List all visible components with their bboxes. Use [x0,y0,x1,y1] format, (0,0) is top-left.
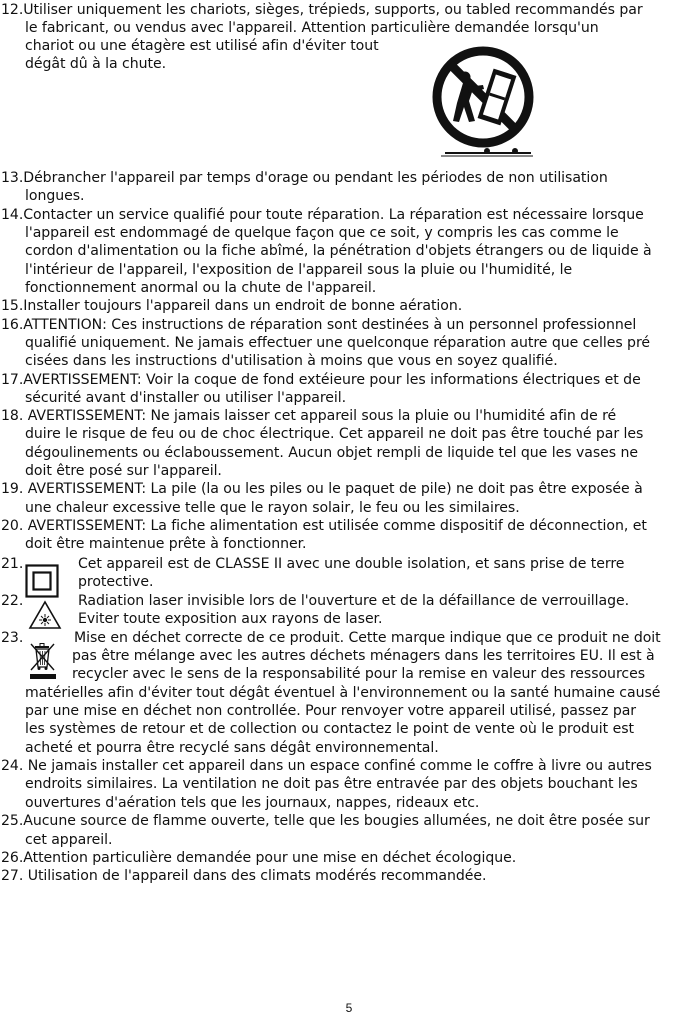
item-22-number: 22. [1,593,24,609]
item-14-line-4: l'intérieur de l'appareil, l'exposition de l'appareil sous la pluie ou l'humidité, le [25,262,573,278]
item-23-line-4: matérielles afin d'éviter tout dégât éventuel à l'environnement ou la santé humaine causé [25,685,661,701]
item-14-line-5: fonctionnement anormal ou la chute de l'appareil. [25,280,377,296]
item-20-line-1: 20. AVERTISSEMENT: La fiche alimentation est utilisée comme dispositif de déconnection, et [1,518,647,534]
item-24-line-2: endroits similaires. La ventilation ne doit pas être entravée par des objets bouchant les [25,776,638,792]
item-25-line-2: cet appareil. [25,832,113,848]
item-17-line-1: 17.AVERTISSEMENT: Voir la coque de fond extéieure pour les informations électriques et de [1,372,641,388]
item-12-line-2: le fabricant, ou vendus avec l'appareil. Attention particulière demandée lorsqu'un [25,20,599,36]
weee-crossed-bin-icon [26,641,60,681]
item-18-line-4: doit être posé sur l'appareil. [25,463,222,479]
item-27-line-1: 27. Utilisation de l'appareil dans des climats modérés recommandée. [1,868,487,884]
item-13-line-1: 13.Débrancher l'appareil par temps d'orage ou pendant les périodes de non utilisation [1,170,608,186]
item-26-line-1: 26.Attention particulière demandée pour une mise en déchet écologique. [1,850,517,866]
item-23-number: 23. [1,630,24,646]
item-14-line-3: cordon d'alimentation ou la fiche abîmé, la pénétration d'objets étrangers ou de liquide à [25,243,652,259]
item-15-line-1: 15.Installer toujours l'appareil dans un endroit de bonne aération. [1,298,463,314]
item-20-line-2: doit être maintenue prête à fonctionner. [25,536,307,552]
item-21-line-2: protective. [78,574,154,590]
item-23-line-1: Mise en déchet correcte de ce produit. Cette marque indique que ce produit ne doit [74,630,661,646]
item-23-line-5: par une mise en déchet non controllée. Pour renvoyer votre appareil utilisé, passez par [25,703,637,719]
laser-warning-icon [28,600,62,630]
item-21-line-1: Cet appareil est de CLASSE II avec une double isolation, et sans prise de terre [78,556,625,572]
item-23-line-6: les systèmes de retour et de collection ou contactez le point de vente où le produit est [25,721,634,737]
item-18-line-1: 18. AVERTISSEMENT: Ne jamais laisser cet appareil sous la pluie ou l'humidité afin de ré [1,408,617,424]
item-16-line-1: 16.ATTENTION: Ces instructions de réparation sont destinées à un personnel professionnel [1,317,637,333]
cart-warning-icon [427,45,539,161]
item-19-line-1: 19. AVERTISSEMENT: La pile (la ou les piles ou le paquet de pile) ne doit pas être exposée à [1,481,643,497]
item-19-line-2: une chaleur excessive telle que le rayon solair, le feu ou les similaires. [25,500,520,516]
item-23-line-2: pas être mélange avec les autres déchets ménagers dans les territoires EU. Il est à [72,648,655,664]
item-24-line-3: ouvertures d'aération tels que les journaux, nappes, rideaux etc. [25,795,480,811]
item-12-line-1: 12.Utiliser uniquement les chariots, sièges, trépieds, supports, ou tabled recommandés par [1,2,643,18]
item-16-line-3: cisées dans les instructions d'utilisation à moins que vous en soyez qualifié. [25,353,558,369]
item-21-number: 21. [1,556,24,572]
item-17-line-2: sécurité avant d'installer ou utiliser l'appareil. [25,390,347,406]
item-22-line-2: Eviter toute exposition aux rayons de laser. [78,611,383,627]
item-13-line-2: longues. [25,188,85,204]
item-14-line-2: l'appareil est endommagé de quelque façon que ce soit, y compris les cas comme le [25,225,619,241]
item-18-line-3: dégoulinements ou éclaboussement. Aucun objet rempli de liquide tel que les vases ne [25,445,638,461]
item-16-line-2: qualifié uniquement. Ne jamais effectuer une quelconque réparation autre que celles pré [25,335,651,351]
item-23-line-7: acheté et pourra être recyclé sans dégât environnemental. [25,740,439,756]
item-22-line-1: Radiation laser invisible lors de l'ouverture et de la défaillance de verrouillage. [78,593,630,609]
item-14-line-1: 14.Contacter un service qualifié pour toute réparation. La réparation est nécessaire lorsque [1,207,644,223]
item-18-line-2: duire le risque de feu ou de choc électrique. Cet appareil ne doit pas être touché par les [25,426,644,442]
item-24-line-1: 24. Ne jamais installer cet appareil dans un espace confiné comme le coffre à livre ou autres [1,758,652,774]
item-12-line-3: chariot ou une étagère est utilisé afin d'éviter tout [25,38,379,54]
item-23-line-3: recycler avec le sens de la responsabilité pour la remise en valeur des ressources [72,666,645,682]
item-12-line-4: dégât dû à la chute. [25,56,167,72]
item-25-line-1: 25.Aucune source de flamme ouverte, telle que les bougies allumées, ne doit être posée sur [1,813,650,829]
class-ii-double-insulation-icon [25,564,59,598]
page-number: 5 [345,1001,353,1015]
